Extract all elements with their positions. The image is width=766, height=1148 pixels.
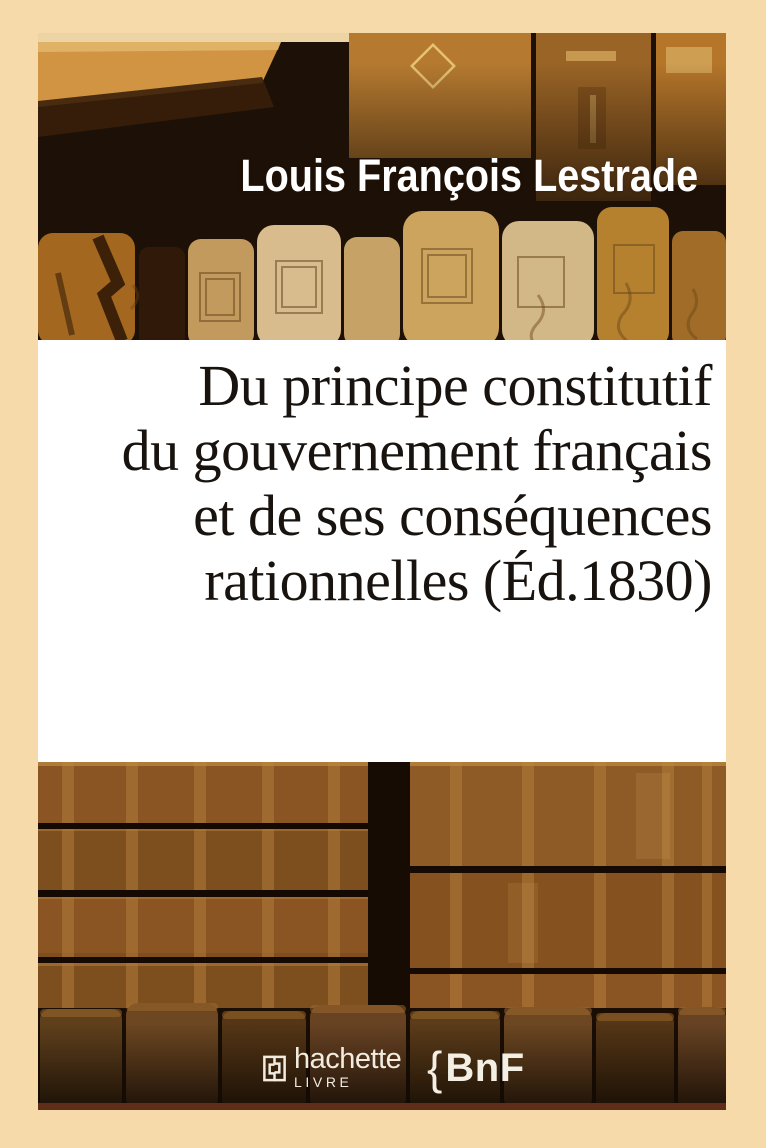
bnf-logo — [427, 1042, 525, 1094]
title-line-3: et de ses conséquences — [193, 483, 712, 548]
title-line-4: rationnelles (Éd.1830) — [204, 548, 712, 613]
stacked-books-right — [410, 762, 726, 1008]
hachette-mark-icon — [261, 1054, 288, 1083]
title-line-1: Du principe constitutif — [198, 353, 712, 418]
hachette-wordmark: hachette — [294, 1043, 402, 1075]
hachette-livre-label: LIVRE — [294, 1074, 353, 1090]
title-panel — [38, 340, 726, 762]
bnf-brace-icon: { — [427, 1042, 443, 1094]
title-line-2: du gouvernement français — [121, 418, 712, 483]
stacked-books-left — [38, 762, 368, 1008]
bnf-wordmark: BnF — [445, 1046, 525, 1090]
upper-shelf-books — [349, 33, 726, 248]
hachette-livre-logo — [261, 1044, 401, 1090]
author-name: Louis François Lestrade — [240, 150, 698, 201]
